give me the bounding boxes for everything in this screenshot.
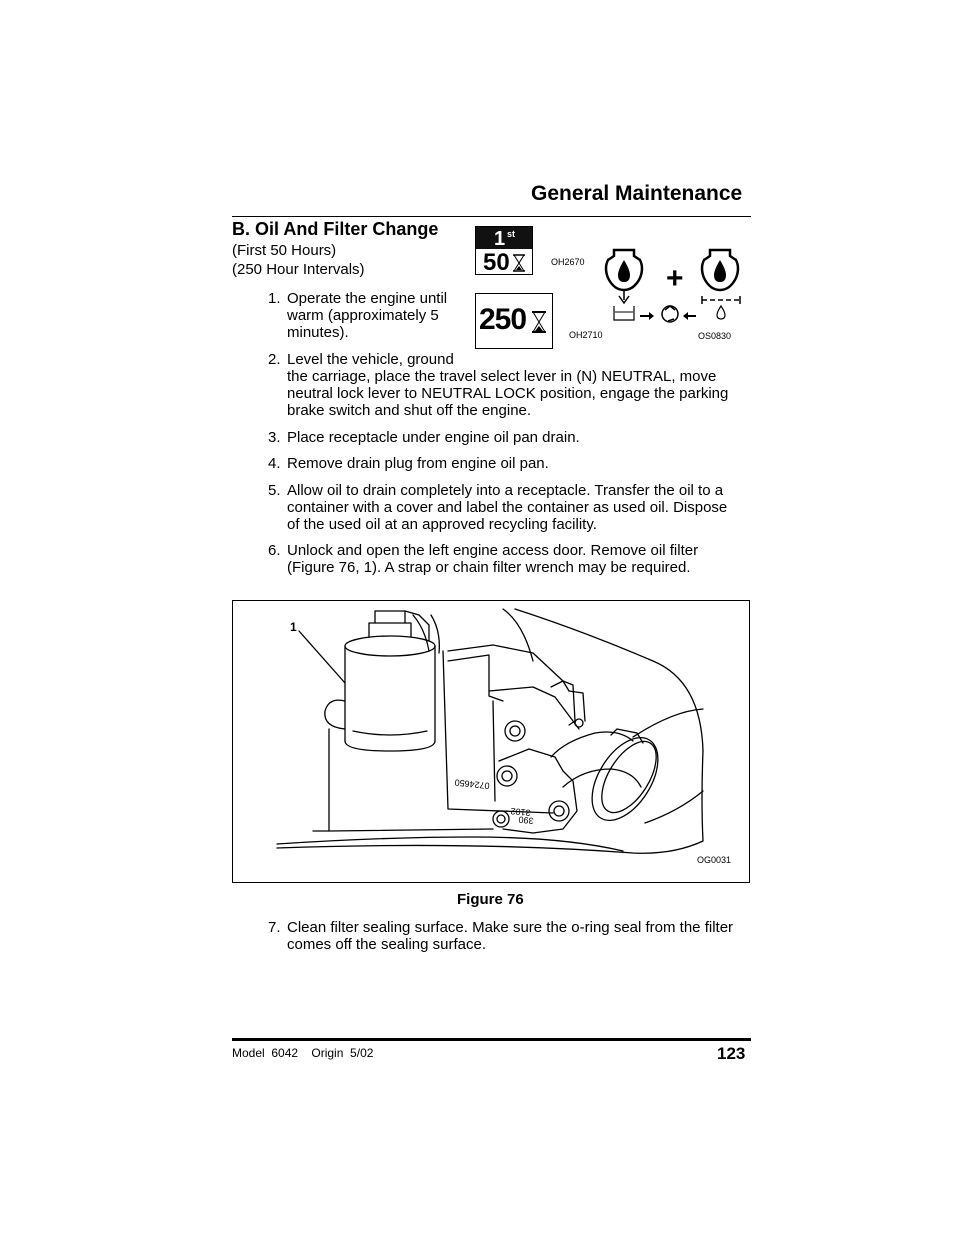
step-text-line: (Figure 76, 1). A strap or chain filter wrench may be required. [287, 559, 691, 576]
step-text-line: minutes). [287, 324, 349, 341]
step-text-line: Level the vehicle, ground [287, 351, 454, 368]
plus-sign-text [665, 259, 695, 289]
code-oil: OS0830 [698, 331, 732, 341]
step-text-line: the carriage, place the travel select lever in (N) NEUTRAL, move [287, 368, 717, 385]
step-text-line: Remove drain plug from engine oil pan. [287, 455, 549, 472]
step-4 [268, 455, 751, 473]
figure-caption: Figure 76 [457, 891, 524, 908]
section-title: General Maintenance [531, 182, 743, 205]
step-text-line: Clean filter sealing surface. Make sure the o-ring seal from the filter [287, 919, 734, 936]
step-text-line: Unlock and open the left engine access door. Remove oil filter [287, 542, 699, 559]
figure-code: OG0031 [697, 855, 732, 865]
step-text-line: brake switch and shut off the engine. [287, 402, 532, 419]
oil-drain-icon [606, 250, 642, 320]
code-interval: OH2710 [569, 330, 603, 340]
oil-fill-icon [702, 250, 740, 319]
subtitle-interval: (250 Hour Intervals) [232, 261, 365, 278]
footer-rule [232, 1038, 751, 1041]
step-6 [268, 542, 751, 578]
page-number: 123 [717, 1044, 746, 1063]
step-number: 3. [268, 429, 281, 446]
step-number: 7. [268, 919, 281, 936]
250-hours-icon [475, 293, 553, 349]
code-first: OH2670 [551, 257, 585, 267]
step-text-line: Operate the engine until [287, 290, 448, 307]
step-3 [268, 429, 751, 447]
hourglass-icon [531, 311, 547, 333]
step-text-line: Place receptacle under engine oil pan drain. [287, 429, 580, 446]
first-label: 1 [494, 228, 506, 250]
step-text-line: of the used oil at an approved recycling facility. [287, 516, 597, 533]
recycle-icon [662, 306, 678, 322]
first-sup: st [507, 229, 516, 239]
page-heading: B. Oil And Filter Change [232, 219, 439, 239]
plus-sign: + [666, 262, 684, 295]
step-text-line: neutral lock lever to NEUTRAL LOCK position, engage the parking [287, 385, 729, 402]
figure-callout-1: 1 [290, 620, 297, 634]
part-number-text: 0724650 [454, 777, 491, 791]
footer-model-info: Model 6042 Origin 5/02 [232, 1046, 374, 1060]
figure-76 [232, 600, 750, 883]
step-1 [268, 290, 468, 342]
part-number-text: 390 [518, 814, 535, 826]
step-2 [268, 351, 751, 421]
step-number: 6. [268, 542, 281, 559]
hours-interval-value: 250 [479, 303, 527, 336]
part-number-text: 3102 [510, 805, 532, 818]
step-text-line: warm (approximately 5 [287, 307, 439, 324]
header-rule [232, 216, 751, 217]
step-7 [268, 919, 751, 955]
first-50-hours-icon [475, 226, 533, 275]
step-number: 4. [268, 455, 281, 472]
step-number: 2. [268, 351, 281, 368]
step-number: 1. [268, 290, 281, 307]
subtitle-first-hours: (First 50 Hours) [232, 242, 337, 259]
step-5 [268, 482, 751, 534]
hours-first-value: 50 [483, 249, 510, 276]
step-text-line: comes off the sealing surface. [287, 936, 486, 953]
hourglass-icon [512, 254, 526, 272]
step-text-line: container with a cover and label the container as used oil. Dispose [287, 499, 728, 516]
step-number: 5. [268, 482, 281, 499]
oil-filter-illustration [233, 601, 749, 882]
step-text-line: Allow oil to drain completely into a receptacle. Transfer the oil to a [287, 482, 724, 499]
